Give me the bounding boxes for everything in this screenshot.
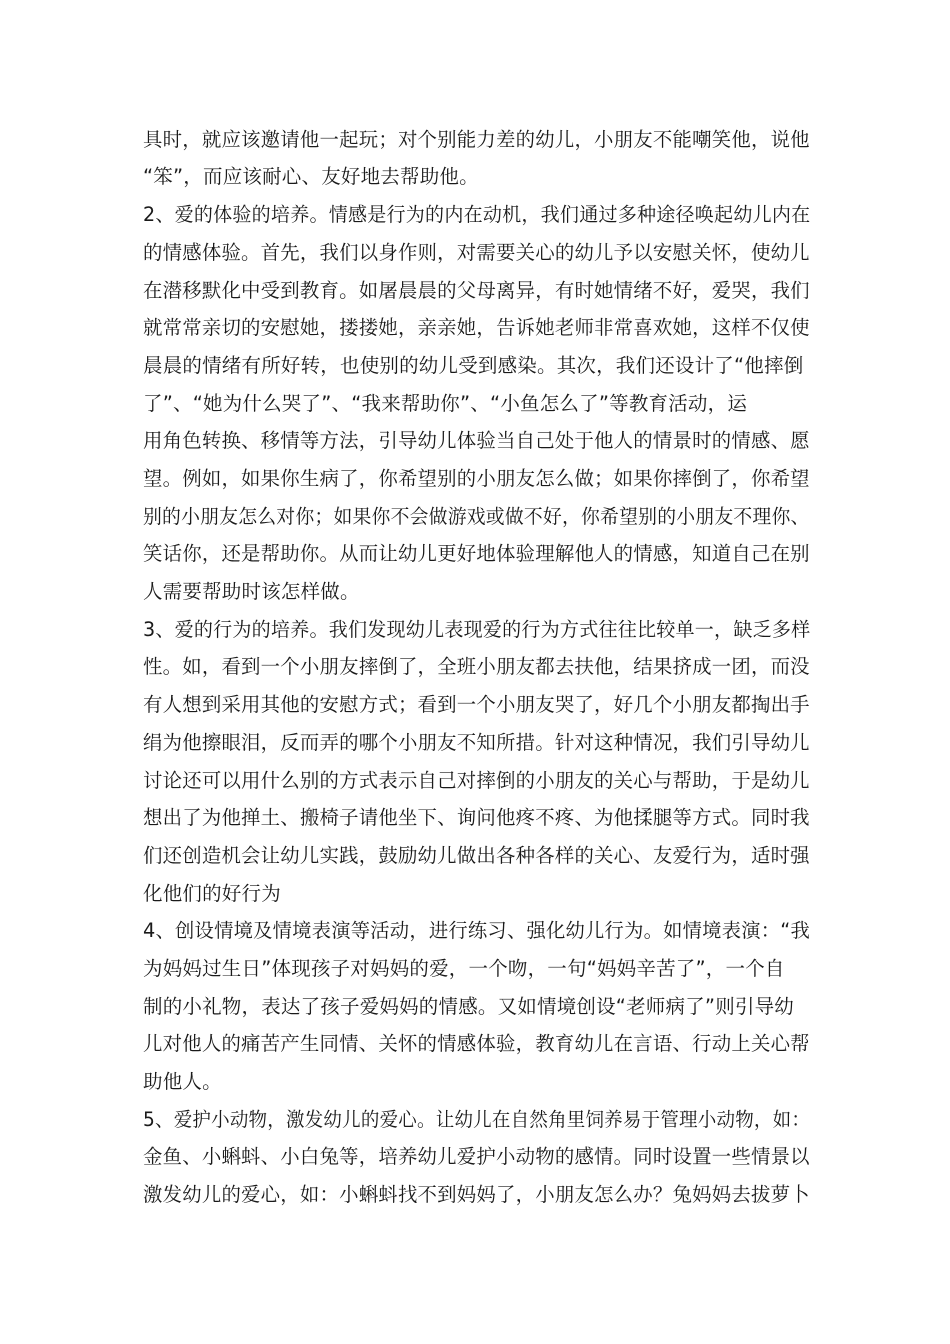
text-line: 的情感体验。首先，我们以身作则，对需要关心的幼儿予以安慰关怀，使幼儿 (143, 241, 810, 264)
paragraph-3-start: 3、爱的行为的培养。我们发现幼儿表现爱的行为方式往往比较单一，缺乏多样 (143, 618, 811, 641)
text-line: 金鱼、小蝌蚪、小白兔等，培养幼儿爱护小动物的感情。同时设置一些情景以 (143, 1145, 810, 1168)
text-line: 讨论还可以用什么别的方式表示自己对摔倒的小朋友的关心与帮助，于是幼儿 (143, 769, 810, 792)
text-line: 具时，就应该邀请他一起玩；对个别能力差的幼儿，小朋友不能嘲笑他，说他 (143, 128, 810, 151)
text-line: 绢为他擦眼泪，反而弄的哪个小朋友不知所措。针对这种情况，我们引导幼儿 (143, 731, 810, 754)
text-line: 笑话你，还是帮助你。从而让幼儿更好地体验理解他人的情感，知道自己在别 (143, 542, 810, 565)
paragraph-5-start: 5、爱护小动物，激发幼儿的爱心。让幼儿在自然角里饲养易于管理小动物，如： (143, 1108, 811, 1131)
paragraph-2-start: 2、爱的体验的培养。情感是行为的内在动机，我们通过多种途径唤起幼儿内在 (143, 203, 811, 226)
text-line: 用角色转换、移情等方法，引导幼儿体验当自己处于他人的情景时的情感、愿 (143, 429, 810, 452)
text-line: “笨”，而应该耐心、友好地去帮助他。 (143, 165, 479, 188)
text-line: 儿对他人的痛苦产生同情、关怀的情感体验，教育幼儿在言语、行动上关心帮 (143, 1032, 810, 1055)
text-line: 为妈妈过生日”体现孩子对妈妈的爱，一个吻，一句“妈妈辛苦了”，一个自 (143, 957, 785, 980)
text-line: 激发幼儿的爱心，如：小蝌蚪找不到妈妈了，小朋友怎么办？兔妈妈去拔萝卜 (143, 1183, 810, 1206)
text-line: 有人想到采用其他的安慰方式；看到一个小朋友哭了，好几个小朋友都掏出手 (143, 693, 810, 716)
text-line: 望。例如，如果你生病了，你希望别的小朋友怎么做；如果你摔倒了，你希望 (143, 467, 810, 490)
text-line: 想出了为他掸土、搬椅子请他坐下、询问他疼不疼、为他揉腿等方式。同时我 (143, 806, 810, 829)
paragraph-4-start: 4、创设情境及情境表演等活动，进行练习、强化幼儿行为。如情境表演：“我 (143, 919, 811, 942)
text-line: 就常常亲切的安慰她，搂搂她，亲亲她，告诉她老师非常喜欢她，这样不仅使 (143, 316, 810, 339)
text-line: 助他人。 (143, 1070, 222, 1093)
text-line: 在潜移默化中受到教育。如屠晨晨的父母离异，有时她情绪不好，爱哭，我们 (143, 279, 810, 302)
text-line: 了”、“她为什么哭了”、“我来帮助你”、“小鱼怎么了”等教育活动，运 (143, 392, 748, 415)
text-line: 人需要帮助时该怎样做。 (143, 580, 360, 603)
text-line: 性。如，看到一个小朋友摔倒了，全班小朋友都去扶他，结果挤成一团，而没 (143, 655, 810, 678)
text-line: 化他们的好行为 (143, 882, 281, 905)
text-line: 们还创造机会让幼儿实践，鼓励幼儿做出各种各样的关心、友爱行为，适时强 (143, 844, 810, 867)
text-line: 别的小朋友怎么对你；如果你不会做游戏或做不好，你希望别的小朋友不理你、 (143, 505, 810, 528)
text-line: 晨晨的情绪有所好转，也使别的幼儿受到感染。其次，我们还设计了“他摔倒 (143, 354, 804, 377)
text-line: 制的小礼物，表达了孩子爱妈妈的情感。又如情境创设“老师病了”则引导幼 (143, 995, 795, 1018)
